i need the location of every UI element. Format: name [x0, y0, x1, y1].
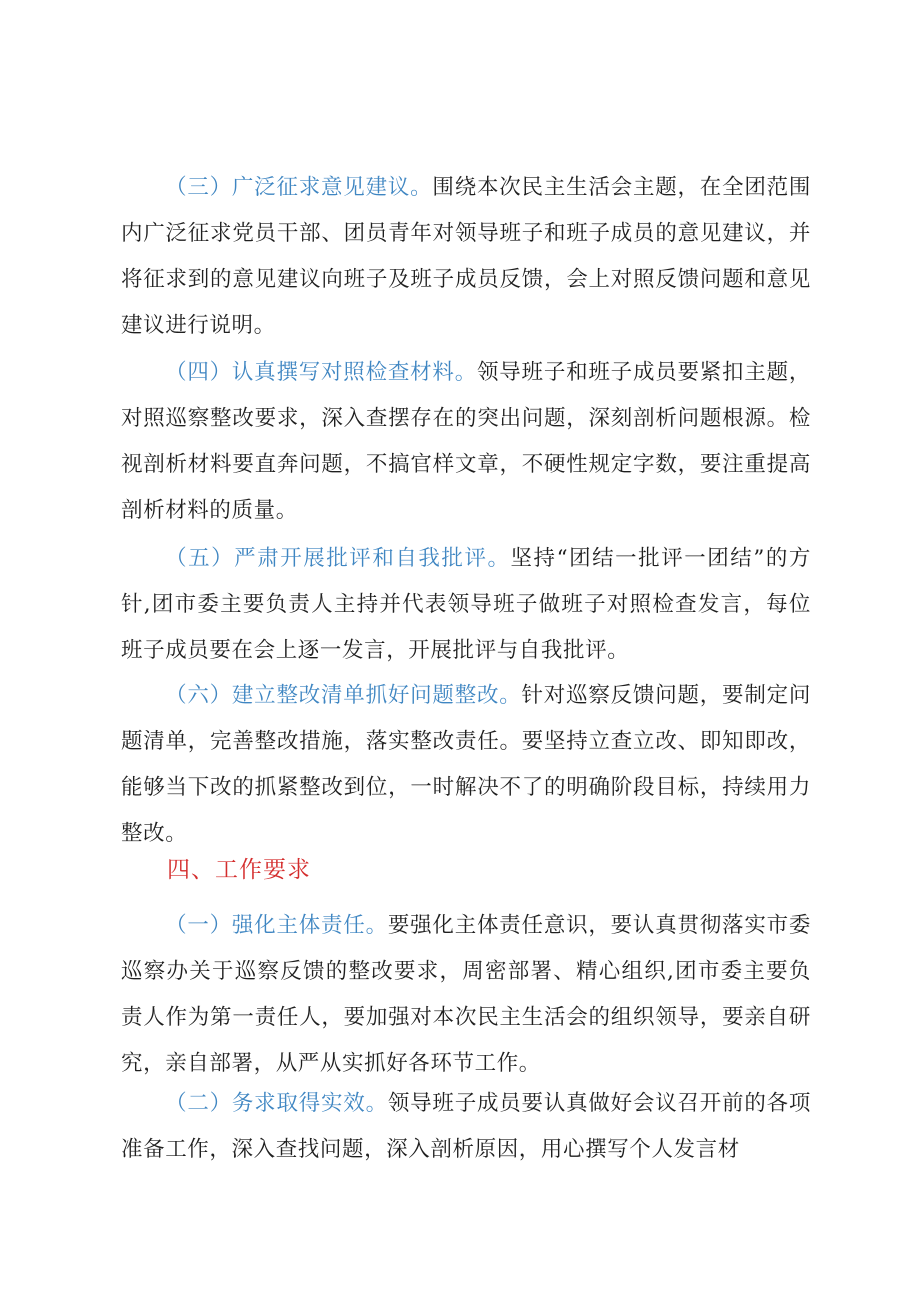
requirement-paragraph-1	[121, 903, 811, 1087]
section-heading: 四、工作要求	[167, 857, 311, 883]
paragraph-body: 坚持“团结一批评一团结”的方针,团市委主要负责人主持并代表领导班子做班子对照检查发言，每位班子成员要在会上逐一发言，开展批评与自我批评。	[121, 546, 811, 663]
paragraph-6	[121, 673, 811, 857]
paragraph-heading: （一）强化主体责任。	[165, 913, 388, 938]
paragraph-body: 围绕本次民主生活会主题，在全团范围内广泛征求党员干部、团员青年对领导班子和班子成员的意见建议，并将征求到的意见建议向班子及班子成员反馈，会上对照反馈问题和意见建议进行说明。	[121, 175, 811, 338]
paragraph-body: 要强化主体责任意识，要认真贯彻落实市委巡察办关于巡察反馈的整改要求，周密部署、精心组织,团市委主要负责人作为第一责任人，要加强对本次民主生活会的组织领导，要亲自研究，亲自部署，从严从实抓好各环节工作。	[121, 913, 811, 1076]
paragraph-heading: （二）务求取得实效。	[165, 1091, 388, 1116]
paragraph-body: 针对巡察反馈问题，要制定问题清单，完善整改措施，落实整改责任。要坚持立查立改、即知即改，能够当下改的抓紧整改到位，一时解决不了的明确阶段目标，持续用力整改。	[121, 683, 811, 846]
requirement-paragraph-2	[121, 1081, 811, 1173]
paragraph-4	[121, 350, 811, 534]
paragraph-3	[121, 165, 811, 349]
paragraph-heading: （四）认真撰写对照检查材料。	[165, 360, 477, 385]
paragraph-body: 领导班子成员要认真做好会议召开前的各项准备工作，深入查找问题，深入剖析原因，用心撰写个人发言材	[121, 1091, 811, 1162]
paragraph-heading: （五）严肃开展批评和自我批评。	[165, 546, 511, 571]
paragraph-body: 领导班子和班子成员要紧扣主题，对照巡察整改要求，深入查摆存在的突出问题，深刻剖析问题根源。检视剖析材料要直奔问题，不搞官样文章，不硬性规定字数，要注重提高剖析材料的质量。	[121, 360, 811, 523]
paragraph-heading: （六）建立整改清单抓好问题整改。	[165, 683, 522, 708]
paragraph-heading: （三）广泛征求意见建议。	[165, 175, 433, 200]
paragraph-5	[121, 536, 811, 674]
